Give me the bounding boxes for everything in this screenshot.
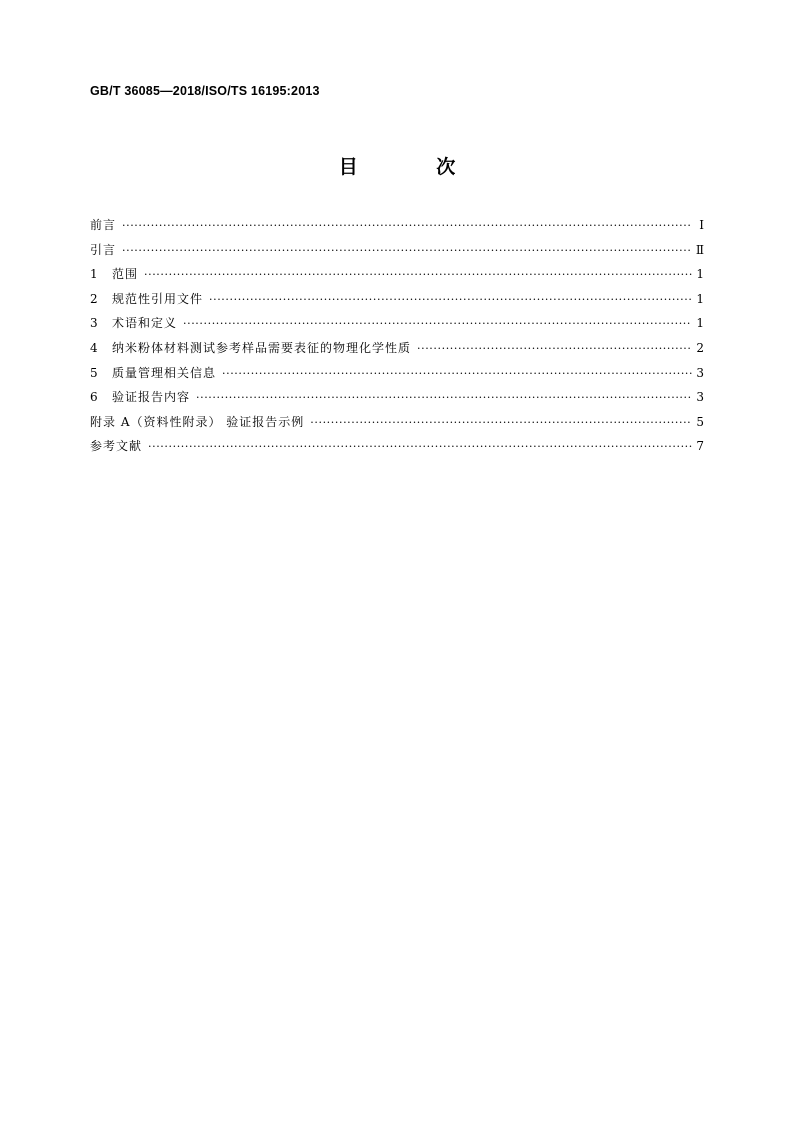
toc-entry-page: 2	[696, 340, 704, 355]
toc-entry-preface[interactable]	[90, 216, 704, 241]
standard-code: GB/T 36085—2018/ISO/TS 16195:2013	[90, 84, 320, 98]
toc-entry-page: 1	[696, 316, 704, 331]
toc-entry-label: 术语和定义	[112, 316, 178, 331]
toc-entry-number: 5	[90, 365, 98, 380]
toc-entry-annex-a[interactable]	[90, 413, 704, 438]
toc-entry-label: 附录 A（资料性附录） 验证报告示例	[90, 414, 305, 429]
toc-entry-quality-management[interactable]	[90, 364, 704, 389]
toc-entry-introduction[interactable]	[90, 241, 704, 266]
toc-entry-page: 1	[696, 267, 704, 282]
dot-leader	[310, 416, 692, 429]
toc-entry-page: 5	[696, 414, 704, 429]
toc-entry-label: 范围	[112, 267, 139, 282]
toc-entry-number: 1	[90, 267, 98, 282]
toc-entry-page: Ⅰ	[699, 218, 704, 232]
toc-entry-number: 6	[90, 390, 98, 405]
toc-entry-number: 3	[90, 316, 98, 331]
dot-leader	[417, 342, 692, 355]
toc-title: 目 次	[338, 156, 492, 178]
dot-leader	[122, 219, 692, 232]
toc-entry-page: 7	[696, 439, 704, 454]
toc-entry-scope[interactable]	[90, 265, 704, 290]
toc-entry-normative-references[interactable]	[90, 290, 704, 315]
toc-entry-number: 2	[90, 291, 98, 306]
toc-entry-label: 参考文献	[90, 439, 143, 454]
toc-entry-terms-definitions[interactable]	[90, 314, 704, 339]
dot-leader	[144, 268, 692, 281]
table-of-contents	[90, 216, 704, 462]
toc-entry-number: 4	[90, 340, 98, 355]
toc-entry-page: 3	[696, 390, 704, 405]
dot-leader	[148, 440, 692, 453]
toc-entry-label: 规范性引用文件	[112, 291, 204, 306]
toc-entry-label: 引言	[90, 242, 117, 257]
dot-leader	[183, 317, 692, 330]
toc-entry-label: 前言	[90, 218, 117, 232]
toc-entry-label: 纳米粉体材料测试参考样品需要表征的物理化学性质	[112, 340, 412, 355]
dot-leader	[222, 367, 692, 380]
toc-entry-bibliography[interactable]	[90, 437, 704, 462]
dot-leader	[209, 293, 692, 306]
dot-leader	[122, 244, 692, 257]
toc-entry-page: 3	[696, 365, 704, 380]
toc-entry-physicochemical-properties[interactable]	[90, 339, 704, 364]
toc-entry-label: 验证报告内容	[112, 390, 191, 405]
toc-entry-page: Ⅱ	[695, 242, 704, 257]
toc-entry-verification-report[interactable]	[90, 388, 704, 413]
toc-entry-label: 质量管理相关信息	[112, 365, 217, 380]
dot-leader	[196, 391, 692, 404]
toc-entry-page: 1	[696, 291, 704, 306]
